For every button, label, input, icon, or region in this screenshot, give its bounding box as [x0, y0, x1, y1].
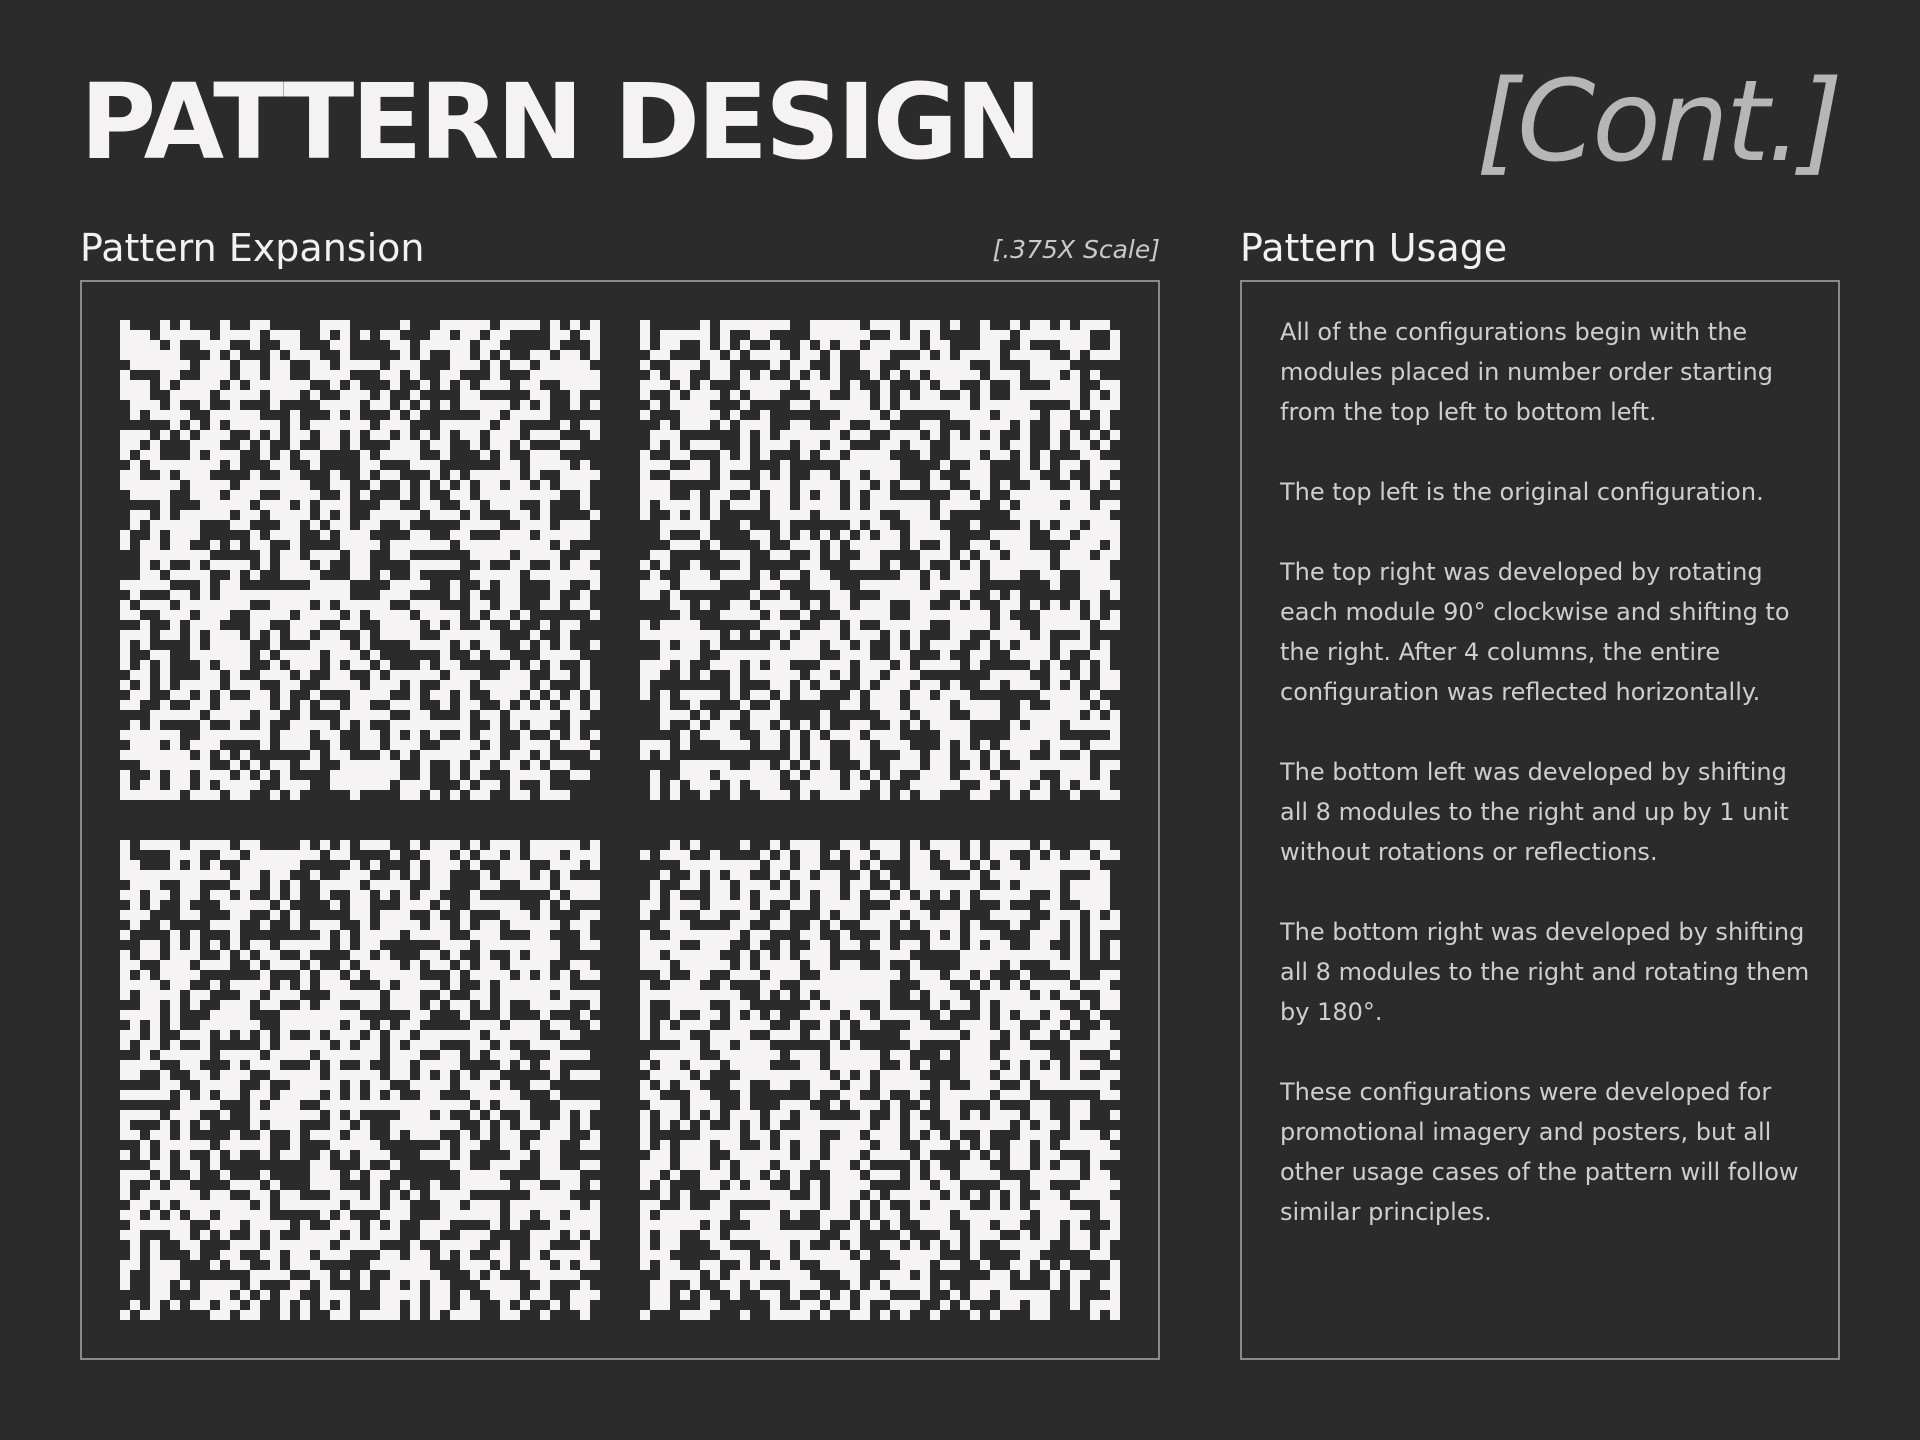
usage-paragraph: The bottom left was developed by shifting all 8 modules to the right and up by 1 unit without rotations or reflections. — [1280, 758, 1789, 866]
usage-paragraph: These configurations were developed for promotional imagery and posters, but all other usage cases of the pattern will follow similar principles. — [1280, 1078, 1799, 1226]
pattern-usage-panel — [1240, 280, 1840, 1360]
pattern-expansion-panel — [80, 280, 1160, 1360]
pattern-top-left — [120, 320, 600, 800]
usage-paragraph: The bottom right was developed by shifting all 8 modules to the right and rotating them by 180°. — [1280, 918, 1810, 1026]
continued-label: [Cont.] — [1476, 57, 1840, 187]
scale-note: [.375X Scale] — [992, 235, 1160, 264]
pattern-expansion-heading: Pattern Expansion — [80, 226, 425, 270]
usage-description — [1280, 312, 1820, 1272]
page-title: PATTERN DESIGN — [80, 61, 1040, 183]
pattern-bottom-left — [120, 840, 600, 1320]
usage-paragraph: The top left is the original configuration. — [1280, 478, 1764, 506]
pattern-top-right — [640, 320, 1120, 800]
pattern-usage-heading: Pattern Usage — [1240, 226, 1508, 270]
pattern-bottom-right — [640, 840, 1120, 1320]
usage-paragraph: The top right was developed by rotating each module 90° clockwise and shifting to the right. After 4 columns, the entire configuration was reflected horizontally. — [1280, 558, 1790, 706]
usage-paragraph: All of the configurations begin with the modules placed in number order starting from the top left to bottom left. — [1280, 318, 1773, 426]
